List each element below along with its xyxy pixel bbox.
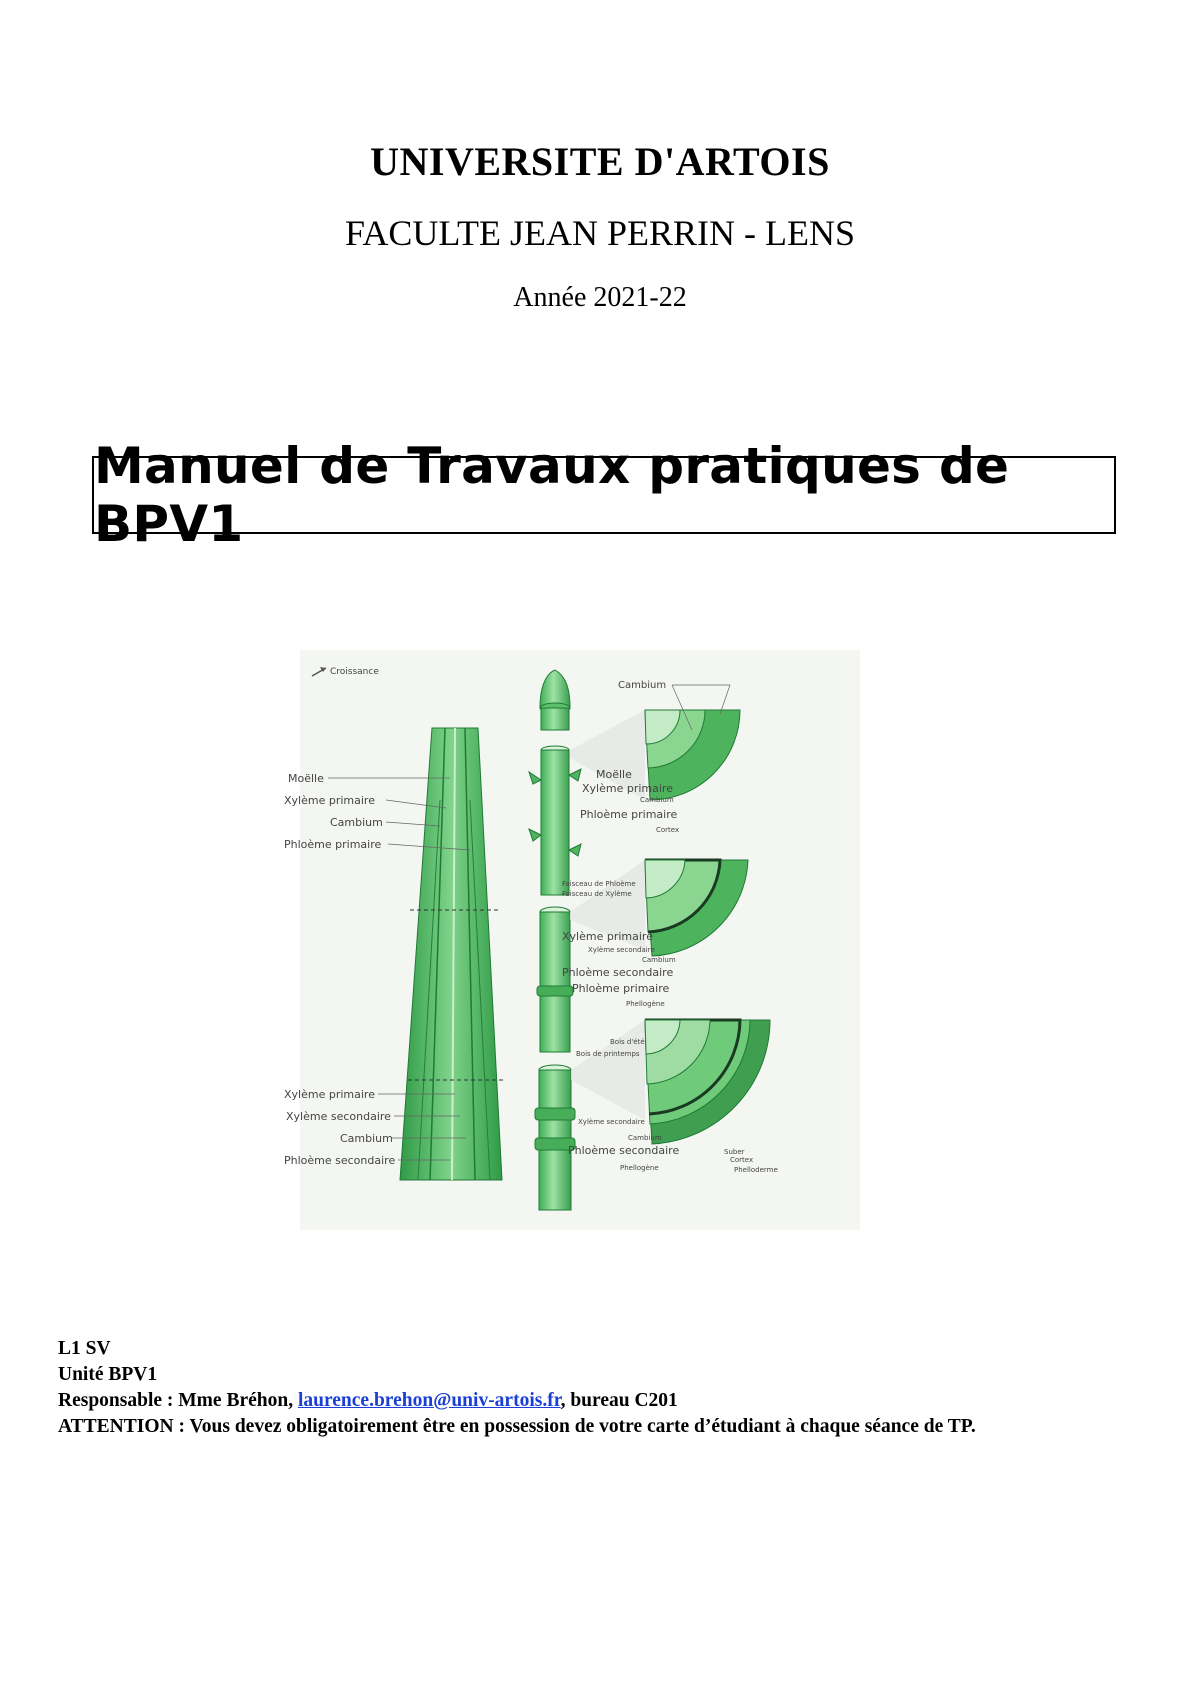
s2-phellogene: Phellogène <box>626 1000 665 1008</box>
s3-bois-ete: Bois d'été <box>610 1038 645 1046</box>
label-cambium-bottom: Cambium <box>340 1132 393 1145</box>
faculty-name: FACULTE JEAN PERRIN - LENS <box>344 213 856 253</box>
s3-phloeme-secondaire: Phloème secondaire <box>568 1144 680 1157</box>
label-cambium: Cambium <box>330 816 383 829</box>
stem-growth-figure <box>284 650 860 1230</box>
responsible-prefix: Responsable : Mme Bréhon, <box>58 1390 298 1411</box>
stem-diagram <box>284 650 860 1230</box>
s2-faisceau-xyleme: Faisceau de Xylème <box>562 890 632 898</box>
s3-cambium: Cambium <box>628 1134 662 1142</box>
s1-cambium-top: Cambium <box>618 680 667 691</box>
info-responsible <box>58 1388 1118 1414</box>
s2-xyleme-primaire: Xylème primaire <box>562 930 653 943</box>
info-attention: ATTENTION : Vous devez obligatoirement être en possession de votre carte d’étudiant à chaque séance de TP. <box>58 1416 976 1437</box>
label-moelle: Moëlle <box>288 772 324 785</box>
document-title: Manuel de Travaux pratiques de BPV1 <box>94 437 1010 553</box>
s1-phloeme-primaire: Phloème primaire <box>580 808 678 821</box>
label-xyleme-primaire: Xylème primaire <box>284 794 375 807</box>
s2-phloeme-primaire: Phloème primaire <box>572 982 670 995</box>
s1-cambium: Cambium <box>640 796 674 804</box>
title-box <box>92 437 1116 553</box>
label-phloeme-secondaire: Phloème secondaire <box>284 1154 396 1167</box>
university-name: UNIVERSITE D'ARTOIS <box>370 139 830 184</box>
s3-xyleme-secondaire: Xylème secondaire <box>578 1118 645 1126</box>
responsible-suffix: , bureau C201 <box>560 1390 678 1411</box>
info-level: L1 SV <box>58 1338 111 1359</box>
s2-phloeme-secondaire: Phloème secondaire <box>562 966 674 979</box>
growth-label: Croissance <box>330 667 379 677</box>
academic-year: Année 2021-22 <box>513 282 687 313</box>
s3-phelloderme: Phelloderme <box>734 1166 778 1174</box>
label-xyleme-primaire-bottom: Xylème primaire <box>284 1088 375 1101</box>
s2-faisceau-phloeme: Faisceau de Phloème <box>562 880 636 888</box>
s3-phellogene: Phellogène <box>620 1164 659 1172</box>
s3-cortex: Cortex <box>730 1156 754 1164</box>
label-phloeme-primaire: Phloème primaire <box>284 838 382 851</box>
s2-xyleme-secondaire: Xylème secondaire <box>588 946 655 954</box>
info-unit: Unité BPV1 <box>58 1364 158 1385</box>
s3-bois-printemps: Bois de printemps <box>576 1050 640 1058</box>
s3-suber: Suber <box>724 1148 745 1156</box>
s2-cambium: Cambium <box>642 956 676 964</box>
responsible-email-link[interactable]: laurence.brehon@univ-artois.fr <box>297 1390 561 1411</box>
course-info <box>58 1336 1118 1440</box>
s1-moelle: Moëlle <box>596 768 632 781</box>
s1-xyleme-primaire: Xylème primaire <box>582 782 673 795</box>
label-xyleme-secondaire: Xylème secondaire <box>286 1110 391 1123</box>
s1-cortex: Cortex <box>656 826 680 834</box>
